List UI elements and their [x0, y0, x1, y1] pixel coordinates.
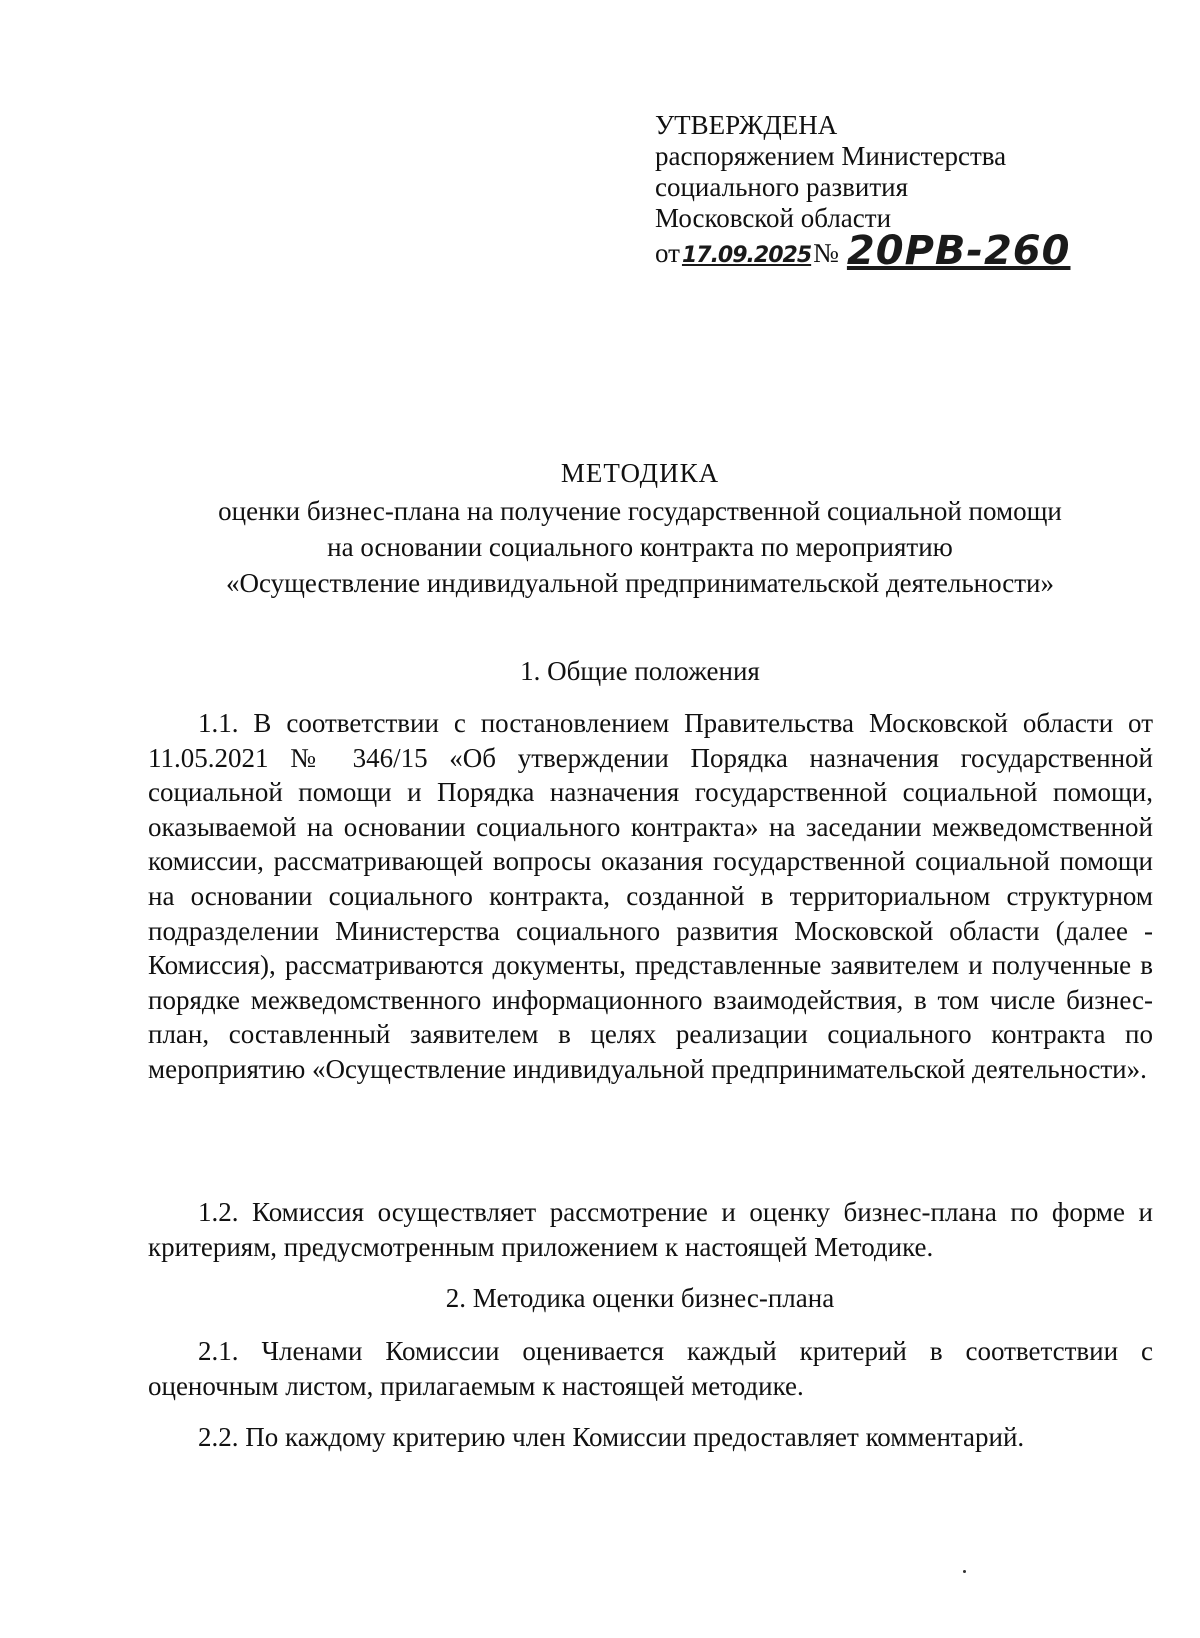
document-subtitle-line-2: на основании социального контракта по мероприятию	[327, 532, 953, 562]
scan-speck	[963, 1570, 966, 1573]
document-title-block	[140, 455, 1140, 601]
handwritten-number: 20РВ-260	[846, 228, 1071, 274]
section-1-heading: 1. Общие положения	[520, 656, 760, 686]
document-title: МЕТОДИКА	[560, 458, 720, 488]
approval-line-2: социального развития	[655, 172, 909, 202]
section-2-heading: 2. Методика оценки бизнес-плана	[445, 1283, 835, 1313]
approval-status: УТВЕРЖДЕНА	[655, 110, 838, 140]
approval-stamp-block	[655, 110, 1071, 274]
approval-line-1: распоряжением Министерства	[655, 141, 1007, 171]
paragraph-1-2: 1.2. Комиссия осуществляет рассмотрение и оценку бизнес-плана по форме и критериям, предусмотренным приложением к настоящей Методике.	[148, 1197, 1153, 1262]
paragraph-2-1: 2.1. Членами Комиссии оценивается каждый критерий в соответствии с оценочным листом, прилагаемым к настоящей методике.	[148, 1336, 1153, 1401]
approval-line-3: Московской области	[655, 203, 892, 233]
paragraph-2-2: 2.2. По каждому критерию член Комиссии предоставляет комментарий.	[198, 1422, 1025, 1452]
number-prefix: №	[813, 238, 839, 268]
date-prefix: от	[655, 238, 680, 268]
document-subtitle-line-1: оценки бизнес-плана на получение государственной социальной помощи	[218, 496, 1062, 526]
handwritten-date: 17.09.2025	[681, 243, 812, 268]
document-subtitle-line-3: «Осуществление индивидуальной предпринимательской деятельности»	[225, 568, 1055, 598]
approval-date-line	[655, 228, 1071, 274]
paragraph-1-1: 1.1. В соответствии с постановлением Правительства Московской области от 11.05.2021 № 346/15 «Об утверждении Порядка назначения государственной социальной помощи и Порядка назначения государственной социальной помощи, оказываемой на основании социального контракта» на заседании межведомственной комиссии, рассматривающей вопросы оказания государственной социальной помощи на основании социального контракта, созданной в территориальном структурном подразделении Министерства социального развития Московской области (далее - Комиссия), рассматриваются документы, представленные заявителем и полученные в порядке межведомственного информационного взаимодействия, в том числе бизнес-план, составленный заявителем в целях реализации социального контракта по мероприятию «Осуществление индивидуальной предпринимательской деятельности».	[148, 708, 1153, 1084]
